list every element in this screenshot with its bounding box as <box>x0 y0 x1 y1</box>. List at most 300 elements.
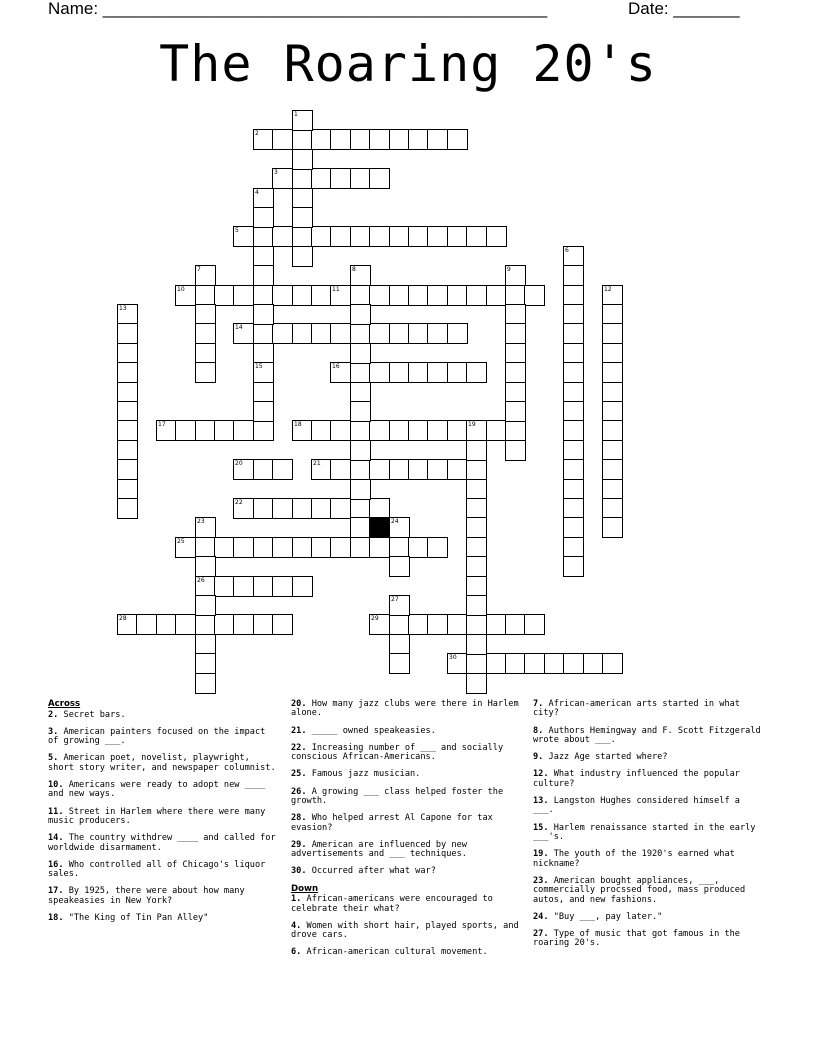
crossword-cell[interactable] <box>389 420 410 441</box>
crossword-cell[interactable] <box>292 537 313 558</box>
crossword-cell[interactable] <box>427 226 448 247</box>
crossword-cell[interactable] <box>292 323 313 344</box>
crossword-cell[interactable] <box>350 401 371 422</box>
crossword-cell[interactable] <box>156 420 177 441</box>
crossword-cell[interactable] <box>311 537 332 558</box>
clue-item <box>533 770 761 789</box>
clue-item <box>533 727 761 746</box>
crossword-cell[interactable] <box>214 537 235 558</box>
crossword-cell[interactable] <box>466 362 487 383</box>
crossword-cell[interactable] <box>602 653 623 674</box>
crossword-cell[interactable] <box>272 285 293 306</box>
crossword-cell[interactable] <box>563 401 584 422</box>
crossword-cell[interactable] <box>117 479 138 500</box>
crossword-cell[interactable] <box>447 323 468 344</box>
clue-number: 20. <box>291 699 307 709</box>
crossword-cell[interactable] <box>563 479 584 500</box>
crossword-cell[interactable] <box>466 498 487 519</box>
clue-number: 14. <box>48 833 64 844</box>
crossword-cell[interactable] <box>602 401 623 422</box>
crossword-cell[interactable] <box>311 285 332 306</box>
crossword-cell[interactable] <box>350 226 371 247</box>
crossword-cell[interactable] <box>233 323 254 344</box>
crossword-cell[interactable] <box>292 420 313 441</box>
crossword-cell[interactable] <box>195 343 216 364</box>
clue-number-label: 7 <box>197 266 201 273</box>
crossword-cell[interactable] <box>602 479 623 500</box>
crossword-cell[interactable] <box>195 634 216 655</box>
crossword-cell[interactable] <box>427 285 448 306</box>
crossword-cell[interactable] <box>311 498 332 519</box>
crossword-cell[interactable] <box>253 188 274 209</box>
crossword-cell[interactable] <box>583 653 604 674</box>
crossword-cell[interactable] <box>195 517 216 538</box>
crossword-cell[interactable] <box>408 129 429 150</box>
crossword-cell[interactable] <box>408 420 429 441</box>
crossword-cell[interactable] <box>563 285 584 306</box>
crossword-cell[interactable] <box>253 207 274 228</box>
crossword-cell[interactable] <box>447 459 468 480</box>
crossword-cell[interactable] <box>350 285 371 306</box>
clue-number-label: 28 <box>119 615 127 622</box>
crossword-cell[interactable] <box>311 129 332 150</box>
crossword-cell[interactable] <box>602 517 623 538</box>
clue-text: American bought appliances, ___, commercially procssed food, mass produced autos, and new fashions. <box>533 875 746 905</box>
clue-item <box>533 824 761 843</box>
crossword-cell[interactable] <box>486 653 507 674</box>
crossword-cell[interactable] <box>563 265 584 286</box>
clue-item <box>48 754 276 773</box>
crossword-cell[interactable] <box>175 285 196 306</box>
crossword-cell[interactable] <box>369 362 390 383</box>
clue-item <box>533 850 761 869</box>
crossword-cell[interactable] <box>214 614 235 635</box>
crossword-cell[interactable] <box>195 556 216 577</box>
crossword-cell[interactable] <box>233 420 254 441</box>
crossword-cell[interactable] <box>233 576 254 597</box>
crossword-cell[interactable] <box>602 323 623 344</box>
crossword-cell[interactable] <box>292 226 313 247</box>
crossword-cell[interactable] <box>389 614 410 635</box>
crossword-cell[interactable] <box>505 285 526 306</box>
crossword-cell[interactable] <box>292 188 313 209</box>
crossword-cell[interactable] <box>389 226 410 247</box>
crossword-cell[interactable] <box>602 440 623 461</box>
clue-number: 26. <box>291 786 307 797</box>
clue-text: The youth of the 1920's earned what nickname? <box>533 849 735 869</box>
crossword-cell[interactable] <box>369 226 390 247</box>
crossword-cell[interactable] <box>117 614 138 635</box>
crossword-cell[interactable] <box>427 614 448 635</box>
clue-text: American poet, novelist, playwright, short story writer, and newspaper columnist. <box>48 753 276 773</box>
crossword-cell[interactable] <box>408 323 429 344</box>
crossword-cell[interactable] <box>195 420 216 441</box>
crossword-cell[interactable] <box>136 614 157 635</box>
crossword-cell[interactable] <box>505 362 526 383</box>
crossword-cell[interactable] <box>195 265 216 286</box>
crossword-cell[interactable] <box>408 362 429 383</box>
crossword-cell[interactable] <box>195 285 216 306</box>
clue-number-label: 15 <box>255 363 263 370</box>
clue-number-label: 26 <box>197 577 205 584</box>
clue-item <box>48 914 276 923</box>
crossword-cell[interactable] <box>563 382 584 403</box>
crossword-cell[interactable] <box>427 420 448 441</box>
clue-item <box>48 861 276 880</box>
clue-number-label: 23 <box>197 518 205 525</box>
crossword-cell[interactable] <box>195 576 216 597</box>
crossword-cell[interactable] <box>505 401 526 422</box>
crossword-cell[interactable] <box>350 498 371 519</box>
crossword-cell[interactable] <box>447 285 468 306</box>
crossword-cell[interactable] <box>195 595 216 616</box>
crossword-cell[interactable] <box>389 653 410 674</box>
crossword-cell[interactable] <box>447 420 468 441</box>
crossword-cell[interactable] <box>330 362 351 383</box>
clue-item <box>48 781 276 800</box>
crossword-cell[interactable] <box>330 226 351 247</box>
clue-text: "The King of Tin Pan Alley" <box>63 913 209 924</box>
crossword-cell[interactable] <box>389 537 410 558</box>
crossword-cell[interactable] <box>408 537 429 558</box>
crossword-cell[interactable] <box>369 420 390 441</box>
crossword-cell[interactable] <box>117 459 138 480</box>
crossword-cell[interactable] <box>214 576 235 597</box>
crossword-cell[interactable] <box>389 556 410 577</box>
crossword-cell[interactable] <box>350 265 371 286</box>
crossword-cell[interactable] <box>602 459 623 480</box>
clue-number-label: 27 <box>391 596 399 603</box>
clue-number: 24. <box>533 911 549 922</box>
crossword-cell[interactable] <box>195 653 216 674</box>
clue-number-label: 11 <box>332 286 340 293</box>
crossword-cell[interactable] <box>253 129 274 150</box>
crossword-cell[interactable] <box>253 498 274 519</box>
crossword-cell[interactable] <box>253 304 274 325</box>
crossword-cell[interactable] <box>505 304 526 325</box>
clue-item <box>48 808 276 827</box>
crossword-cell[interactable] <box>544 653 565 674</box>
crossword-cell[interactable] <box>389 517 410 538</box>
clue-number-label: 1 <box>294 111 298 118</box>
crossword-cell[interactable] <box>350 459 371 480</box>
crossword-cell[interactable] <box>253 401 274 422</box>
crossword-cell[interactable] <box>389 595 410 616</box>
crossword-cell[interactable] <box>563 420 584 441</box>
clue-item <box>291 727 519 736</box>
clue-item <box>291 788 519 807</box>
crossword-cell[interactable] <box>563 343 584 364</box>
crossword-cell[interactable] <box>253 382 274 403</box>
crossword-cell[interactable] <box>427 537 448 558</box>
crossword-cell[interactable] <box>292 207 313 228</box>
crossword-cell[interactable] <box>408 614 429 635</box>
crossword-cell[interactable] <box>233 614 254 635</box>
clue-item <box>291 814 519 833</box>
crossword-cell[interactable] <box>311 226 332 247</box>
crossword-cell[interactable] <box>447 129 468 150</box>
crossword-cell[interactable] <box>272 459 293 480</box>
crossword-cell[interactable] <box>389 362 410 383</box>
crossword-cell[interactable] <box>466 653 487 674</box>
crossword-cell[interactable] <box>369 129 390 150</box>
crossword-cell[interactable] <box>214 285 235 306</box>
clue-number-label: 21 <box>313 460 321 467</box>
crossword-cell[interactable] <box>350 323 371 344</box>
crossword-cell[interactable] <box>524 653 545 674</box>
crossword-cell[interactable] <box>466 576 487 597</box>
crossword-cell[interactable] <box>505 653 526 674</box>
crossword-cell[interactable] <box>253 459 274 480</box>
clue-text: Occurred after what war? <box>306 866 436 877</box>
crossword-cell[interactable] <box>563 517 584 538</box>
clue-item <box>48 711 276 720</box>
crossword-cell[interactable] <box>195 362 216 383</box>
crossword-cell[interactable] <box>524 614 545 635</box>
crossword-cell[interactable] <box>175 614 196 635</box>
crossword-cell[interactable] <box>253 614 274 635</box>
crossword-cell[interactable] <box>408 226 429 247</box>
crossword-cell[interactable] <box>602 498 623 519</box>
crossword-cell[interactable] <box>156 614 177 635</box>
crossword-cell[interactable] <box>524 285 545 306</box>
crossword-cell[interactable] <box>350 343 371 364</box>
crossword-cell[interactable] <box>330 498 351 519</box>
crossword-cell[interactable] <box>369 537 390 558</box>
crossword-cell[interactable] <box>272 168 293 189</box>
crossword-cell[interactable] <box>486 420 507 441</box>
crossword-cell[interactable] <box>602 420 623 441</box>
crossword-cell[interactable] <box>330 168 351 189</box>
crossword-cell[interactable] <box>272 323 293 344</box>
crossword-cell[interactable] <box>369 285 390 306</box>
crossword-cell[interactable] <box>253 265 274 286</box>
crossword-cell[interactable] <box>466 226 487 247</box>
clue-number: 4. <box>291 920 302 931</box>
crossword-cell[interactable] <box>563 653 584 674</box>
crossword-cell[interactable] <box>466 595 487 616</box>
crossword-cell[interactable] <box>389 285 410 306</box>
crossword-cell[interactable] <box>466 420 487 441</box>
crossword-cell[interactable] <box>233 226 254 247</box>
crossword-cell[interactable] <box>195 673 216 694</box>
crossword-cell[interactable] <box>466 556 487 577</box>
crossword-cell[interactable] <box>505 614 526 635</box>
clue-number-label: 9 <box>507 266 511 273</box>
crossword-cell[interactable] <box>292 129 313 150</box>
crossword-cell[interactable] <box>486 614 507 635</box>
crossword-cell[interactable] <box>233 498 254 519</box>
crossword-cell[interactable] <box>486 226 507 247</box>
crossword-cell[interactable] <box>330 129 351 150</box>
clue-number: 30. <box>291 866 307 877</box>
crossword-cell[interactable] <box>117 304 138 325</box>
crossword-cell[interactable] <box>466 634 487 655</box>
crossword-cell[interactable] <box>350 537 371 558</box>
crossword-cell[interactable] <box>330 459 351 480</box>
crossword-cell[interactable] <box>330 285 351 306</box>
clue-item <box>291 948 519 957</box>
clue-text: Type of music that got famous in the roaring 20's. <box>533 929 740 949</box>
crossword-cell[interactable] <box>389 634 410 655</box>
crossword-cell[interactable] <box>117 420 138 441</box>
crossword-cell[interactable] <box>447 653 468 674</box>
crossword-cell[interactable] <box>486 285 507 306</box>
crossword-cell[interactable] <box>350 362 371 383</box>
crossword-cell[interactable] <box>350 382 371 403</box>
crossword-cell[interactable] <box>253 362 274 383</box>
crossword-cell[interactable] <box>563 323 584 344</box>
crossword-cell[interactable] <box>505 343 526 364</box>
clue-item <box>291 744 519 763</box>
crossword-cell[interactable] <box>175 420 196 441</box>
crossword-cell[interactable] <box>272 576 293 597</box>
clue-heading-across: Across <box>48 699 81 709</box>
crossword-cell[interactable] <box>253 285 274 306</box>
clue-number: 3. <box>48 726 59 737</box>
crossword-cell[interactable] <box>292 149 313 170</box>
clue-number: 5. <box>48 753 59 764</box>
crossword-cell[interactable] <box>408 459 429 480</box>
crossword-cell[interactable] <box>311 323 332 344</box>
crossword-cell[interactable] <box>117 401 138 422</box>
crossword-cell[interactable] <box>253 420 274 441</box>
crossword-cell[interactable] <box>117 440 138 461</box>
crossword-cell[interactable] <box>563 362 584 383</box>
crossword-cell[interactable] <box>253 576 274 597</box>
crossword-cell[interactable] <box>408 285 429 306</box>
crossword-cell[interactable] <box>272 129 293 150</box>
crossword-cell[interactable] <box>447 362 468 383</box>
crossword-cell[interactable] <box>272 226 293 247</box>
crossword-cell[interactable] <box>233 459 254 480</box>
crossword-cell[interactable] <box>427 459 448 480</box>
crossword-cell[interactable] <box>253 343 274 364</box>
crossword-cell[interactable] <box>466 537 487 558</box>
crossword-cell[interactable] <box>563 459 584 480</box>
clue-text: Authors Hemingway and F. Scott Fitzgerald wrote about ___. <box>533 725 761 746</box>
crossword-cell[interactable] <box>466 479 487 500</box>
crossword-cell[interactable] <box>195 304 216 325</box>
crossword-cell[interactable] <box>563 440 584 461</box>
crossword-cell[interactable] <box>602 343 623 364</box>
crossword-cell[interactable] <box>253 323 274 344</box>
crossword-cell[interactable] <box>292 285 313 306</box>
crossword-cell[interactable] <box>292 576 313 597</box>
crossword-cell[interactable] <box>369 168 390 189</box>
clue-number: 16. <box>48 859 64 870</box>
crossword-cell[interactable] <box>602 382 623 403</box>
crossword-cell[interactable] <box>466 517 487 538</box>
crossword-cell[interactable] <box>253 246 274 267</box>
crossword-cell[interactable] <box>350 304 371 325</box>
crossword-cell[interactable] <box>369 498 390 519</box>
crossword-cell[interactable] <box>253 537 274 558</box>
crossword-cell[interactable] <box>602 304 623 325</box>
crossword-cell[interactable] <box>214 420 235 441</box>
crossword-cell[interactable] <box>272 537 293 558</box>
crossword-cell[interactable] <box>272 614 293 635</box>
crossword-cell[interactable] <box>292 110 313 131</box>
crossword-cell[interactable] <box>117 323 138 344</box>
crossword-cell[interactable] <box>427 362 448 383</box>
crossword-cell[interactable] <box>350 129 371 150</box>
crossword-cell[interactable] <box>447 614 468 635</box>
clue-number-label: 24 <box>391 518 399 525</box>
crossword-cell[interactable] <box>563 246 584 267</box>
crossword-cell[interactable] <box>505 440 526 461</box>
crossword-cell[interactable] <box>389 459 410 480</box>
crossword-cell[interactable] <box>447 226 468 247</box>
crossword-cell[interactable] <box>292 168 313 189</box>
crossword-cell[interactable] <box>350 440 371 461</box>
clue-text: Langston Hughes considered himself a ___. <box>533 796 740 816</box>
crossword-cell[interactable] <box>195 537 216 558</box>
crossword-cell[interactable] <box>427 129 448 150</box>
crossword-cell[interactable] <box>563 537 584 558</box>
crossword-cell[interactable] <box>292 246 313 267</box>
crossword-cell[interactable] <box>466 673 487 694</box>
crossword-cell[interactable] <box>253 226 274 247</box>
crossword-cell[interactable] <box>350 517 371 538</box>
clue-number: 2. <box>48 709 59 720</box>
crossword-cell[interactable] <box>311 420 332 441</box>
crossword-cell[interactable] <box>602 362 623 383</box>
crossword-cell[interactable] <box>466 614 487 635</box>
crossword-cell[interactable] <box>369 614 390 635</box>
clue-text: African-american cultural movement. <box>301 947 488 958</box>
crossword-cell[interactable] <box>117 343 138 364</box>
crossword-cell[interactable] <box>369 323 390 344</box>
crossword-cell[interactable] <box>272 498 293 519</box>
crossword-cell[interactable] <box>563 556 584 577</box>
crossword-cell[interactable] <box>330 420 351 441</box>
crossword-cell[interactable] <box>466 459 487 480</box>
crossword-cell[interactable] <box>195 614 216 635</box>
crossword-cell[interactable] <box>311 459 332 480</box>
crossword-cell[interactable] <box>466 440 487 461</box>
crossword-cell[interactable] <box>350 168 371 189</box>
crossword-cell[interactable] <box>330 323 351 344</box>
crossword-cell[interactable] <box>233 537 254 558</box>
crossword-cell[interactable] <box>117 382 138 403</box>
crossword-cell[interactable] <box>505 420 526 441</box>
crossword-cell[interactable] <box>117 362 138 383</box>
crossword-cell[interactable] <box>563 304 584 325</box>
crossword-cell[interactable] <box>369 459 390 480</box>
crossword-cell[interactable] <box>175 537 196 558</box>
crossword-cell[interactable] <box>602 285 623 306</box>
crossword-cell[interactable] <box>563 498 584 519</box>
crossword-cell[interactable] <box>117 498 138 519</box>
crossword-cell[interactable] <box>330 537 351 558</box>
crossword-cell[interactable] <box>505 323 526 344</box>
crossword-cell[interactable] <box>505 382 526 403</box>
crossword-cell[interactable] <box>233 285 254 306</box>
crossword-cell[interactable] <box>389 323 410 344</box>
crossword-cell[interactable] <box>505 265 526 286</box>
crossword-cell[interactable] <box>389 129 410 150</box>
crossword-cell[interactable] <box>350 420 371 441</box>
crossword-cell[interactable] <box>292 498 313 519</box>
crossword-cell[interactable] <box>427 323 448 344</box>
crossword-cell[interactable] <box>466 285 487 306</box>
crossword-cell[interactable] <box>311 168 332 189</box>
clue-text: Who helped arrest Al Capone for tax evasion? <box>291 813 493 833</box>
crossword-cell[interactable] <box>350 479 371 500</box>
clue-number-label: 5 <box>235 227 239 234</box>
crossword-cell[interactable] <box>195 323 216 344</box>
